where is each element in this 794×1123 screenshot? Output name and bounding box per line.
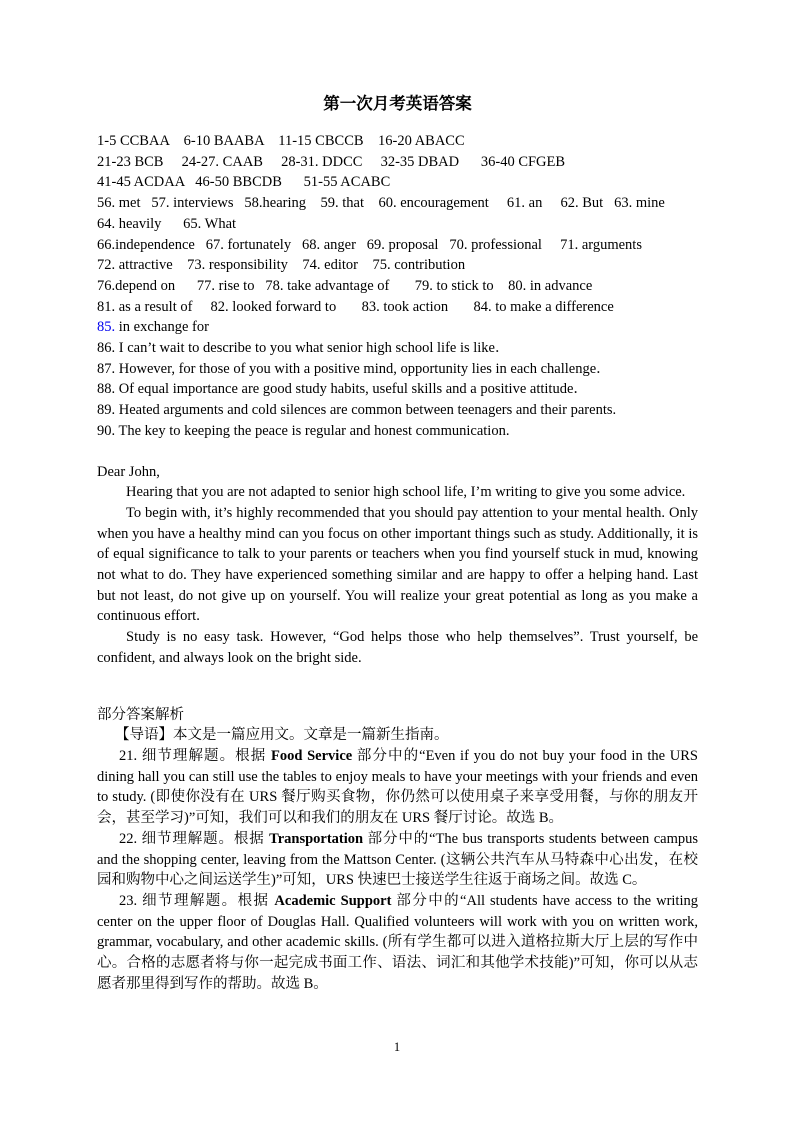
model-essay-letter	[97, 462, 698, 669]
letter-paragraph: To begin with, it’s highly recommended that you should pay attention to your mental health. Only when you have a healthy mind can you focus on other important things such as study. Additionally, it is of equal significance to talk to your parents or teachers when you find yourself stuck in mud, knowing not what to do. They have experienced something similar and are happy to offer a helping hand. Last but not least, do not give up on yourself. You will realize your great potential as long as you make a continuous effort.	[97, 504, 698, 625]
answer-line-mc-3: 41-45 ACDAA 46-50 BBCDB 51-55 ACABC	[97, 174, 391, 191]
answer-analysis-section	[97, 705, 698, 995]
answer-line-fill-76-80: 76.depend on 77. rise to 78. take advantage of 79. to stick to 80. in advance	[97, 277, 593, 294]
page-number: 1	[393, 1040, 401, 1054]
answer-line-sentence-90: 90. The key to keeping the peace is regular and honest communication.	[97, 422, 510, 439]
answer-line-sentence-87: 87. However, for those of you with a positive mind, opportunity lies in each challenge．	[97, 360, 611, 377]
document-content	[97, 94, 698, 994]
answer-line-fill-81-84: 81. as a result of 82. looked forward to 83. took action 84. to make a difference	[97, 298, 614, 315]
analysis-item-23: 23. 细节理解题。根据 Academic Support 部分中的“All students have access to the writing center on the upper floor of Douglas Hall. Qualified volunteers will work with you on written work, grammar, vocabulary, and other academic skills. (所有学生都可以进入道格拉斯大厅上层的写作中心。合格的志愿者将与你一起完成书面工作、语法、词汇和其他学术技能)”可知，你可以从志愿者那里得到写作的帮助。故选 B。	[97, 892, 698, 992]
answer-line-sentence-89: 89. Heated arguments and cold silences are common between teenagers and their parents.	[97, 402, 617, 419]
analysis-intro: 【导语】本文是一篇应用文。文章是一篇新生指南。	[115, 727, 449, 744]
analysis-heading: 部分答案解析	[97, 706, 184, 723]
answer-line-mc-2: 21-23 BCB 24-27. CAAB 28-31. DDCC 32-35 DBAD 36-40 CFGEB	[97, 153, 566, 170]
answer-line-fill-56-63: 56. met 57. interviews 58.hearing 59. that 60. encouragement 61. an 62. But 63. mine	[97, 195, 665, 212]
letter-paragraph: Study is no easy task. However, “God helps those who help themselves”. Trust yourself, be confident, and always look on the bright side.	[97, 629, 698, 666]
answer-line-fill-64-65: 64. heavily 65. What	[97, 215, 237, 232]
answer-line-sentence-86: 86. I can’t wait to describe to you what senior high school life is like．	[97, 340, 510, 357]
answer-key-block	[97, 131, 698, 442]
letter-paragraph: Hearing that you are not adapted to senior high school life, I’m writing to give you some advice.	[126, 484, 686, 501]
letter-salutation: Dear John,	[97, 463, 160, 480]
page-title: 第一次月考英语答案	[323, 95, 472, 113]
analysis-item-22: 22. 细节理解题。根据 Transportation 部分中的“The bus transports students between campus and the shopping center, leaving from the Mattson Center. (这辆公共汽车从马特森中心出发，在校园和购物中心之间运送学生)”可知，URS 快速巴士接送学生往返于商场之间。故选 C。	[97, 830, 698, 889]
answer-line-sentence-88: 88. Of equal importance are good study habits, useful skills and a positive attitude．	[97, 381, 588, 398]
answer-line-mc-1: 1-5 CCBAA 6-10 BAABA 11-15 CBCCB 16-20 ABACC	[97, 133, 465, 149]
answer-line-fill-72-75: 72. attractive 73. responsibility 74. editor 75. contribution	[97, 257, 466, 274]
answer-line-fill-85: 85. in exchange for	[97, 319, 209, 336]
answer-line-fill-66-71: 66.independence 67. fortunately 68. anger 69. proposal 70. professional 71. arguments	[97, 236, 642, 253]
analysis-item-21: 21. 细节理解题。根据 Food Service 部分中的“Even if you do not buy your food in the URS dining hall you can still use the tables to enjoy meals to have your meetings with your friends and even to study. (即使你没有在 URS 餐厅购买食物，你仍然可以使用桌子来享受用餐，与你的朋友开会，甚至学习)”可知，我们可以和我们的朋友在 URS 餐厅讨论。故选 B。	[97, 747, 698, 827]
